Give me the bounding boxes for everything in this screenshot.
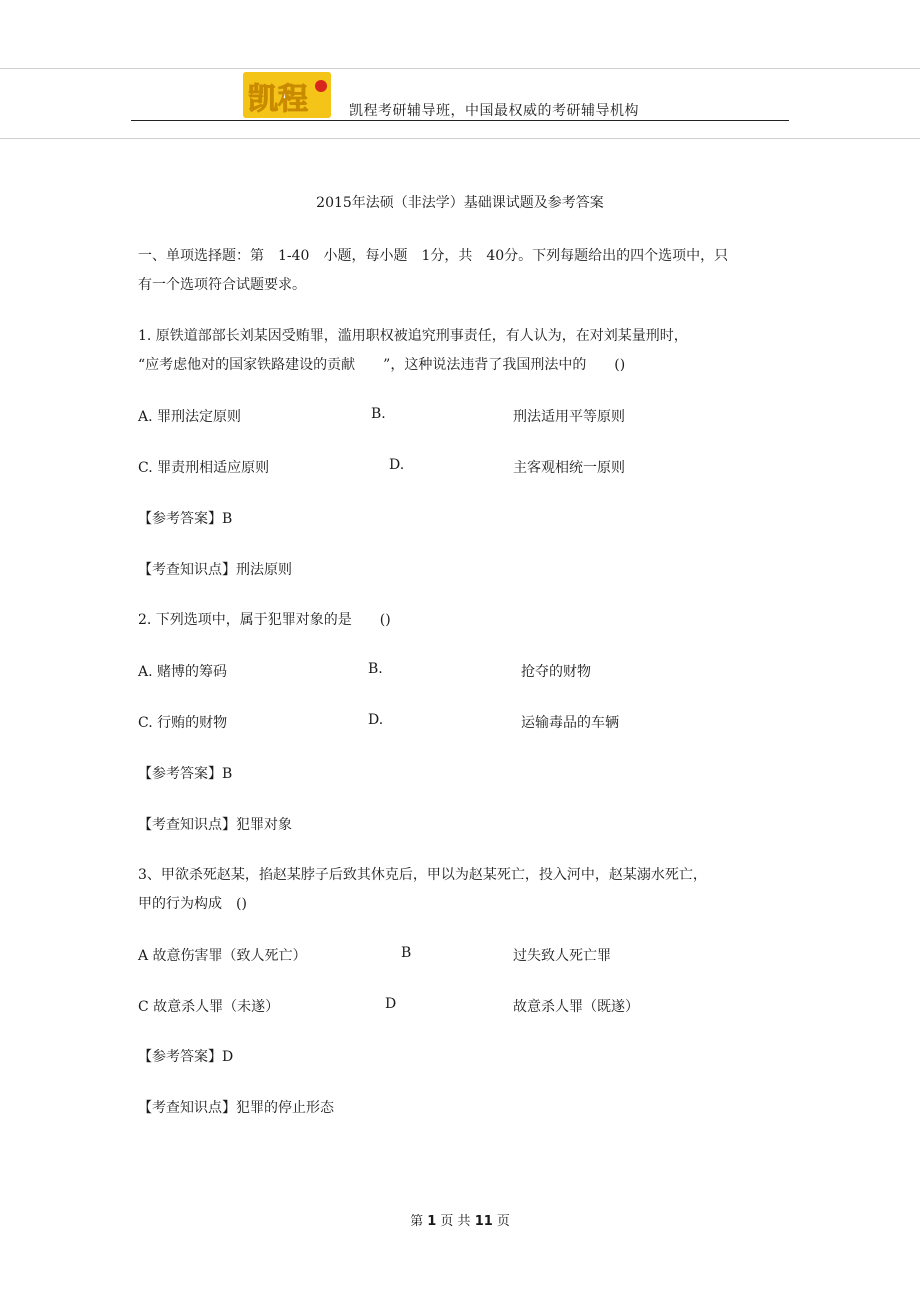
question-3-option-b-letter: B	[401, 945, 412, 961]
footer-total-pages: 11	[474, 1214, 493, 1229]
question-3-knowledge: 【考查知识点】犯罪的停止形态	[138, 1100, 334, 1116]
footer-middle: 页 共	[440, 1214, 471, 1229]
question-2-option-c: C. 行贿的财物	[138, 715, 228, 731]
question-1-option-d-letter: D.	[389, 457, 405, 473]
question-1-stem-line1: 1. 原铁道部部长刘某因受贿罪，滥用职权被追究刑事责任，有人认为，在对刘某量刑时，	[138, 328, 688, 344]
question-3-option-d-letter: D	[385, 996, 397, 1012]
question-3-option-c: C 故意杀人罪（未遂）	[138, 999, 280, 1015]
question-2-answer: 【参考答案】B	[138, 766, 233, 782]
logo-text: 凯程	[248, 82, 308, 117]
question-1-option-d-text: 主客观相统一原则	[513, 460, 625, 476]
question-3-answer: 【参考答案】D	[138, 1049, 234, 1065]
question-1-option-c: C. 罪责刑相适应原则	[138, 460, 270, 476]
question-2-option-d-text: 运输毒品的车辆	[521, 715, 619, 731]
header-tagline: 凯程考研辅导班，中国最权威的考研辅导机构	[349, 103, 639, 119]
header-bottom-rule	[0, 138, 920, 139]
section-intro-line2: 有一个选项符合试题要求。	[138, 277, 306, 293]
question-2-knowledge: 【考查知识点】犯罪对象	[138, 817, 292, 833]
footer-prefix: 第	[410, 1214, 424, 1229]
header-top-rule	[0, 68, 920, 69]
question-2-option-b-letter: B.	[368, 661, 383, 677]
question-2-option-d-letter: D.	[368, 712, 384, 728]
document-title: 2015年法硕（非法学）基础课试题及参考答案	[316, 195, 604, 211]
question-1-knowledge: 【考查知识点】刑法原则	[138, 562, 292, 578]
question-2-option-a: A. 赌博的筹码	[138, 664, 228, 680]
kaicheng-logo	[243, 72, 331, 118]
question-3-option-d-text: 故意杀人罪（既遂）	[513, 999, 639, 1015]
question-2-stem-line1: 2. 下列选项中，属于犯罪对象的是 ()	[138, 612, 391, 628]
question-1-option-b-letter: B.	[371, 406, 386, 422]
question-3-stem-line2: 甲的行为构成 ()	[138, 896, 247, 912]
question-3-stem-line1: 3、甲欲杀死赵某，掐赵某脖子后致其休克后，甲以为赵某死亡，投入河中，赵某溺水死亡，	[138, 867, 707, 883]
section-intro-line1: 一、单项选择题：第 1-40 小题，每小题 1分，共 40分。下列每题给出的四个选项中，只	[138, 248, 729, 264]
question-1-option-a: A. 罪刑法定原则	[138, 409, 242, 425]
question-1-stem-line2: “应考虑他对的国家铁路建设的贡献 ”，这种说法违背了我国刑法中的 ()	[138, 357, 626, 373]
question-2-option-b-text: 抢夺的财物	[521, 664, 591, 680]
page-footer	[0, 1210, 920, 1229]
question-1-option-b-text: 刑法适用平等原则	[513, 409, 625, 425]
header-underline	[131, 120, 789, 121]
footer-page-number: 1	[427, 1214, 437, 1229]
question-3-option-a: A 故意伤害罪（致人死亡）	[138, 948, 307, 964]
question-3-option-b-text: 过失致人死亡罪	[513, 948, 611, 964]
question-1-answer: 【参考答案】B	[138, 511, 233, 527]
footer-suffix: 页	[496, 1214, 510, 1229]
